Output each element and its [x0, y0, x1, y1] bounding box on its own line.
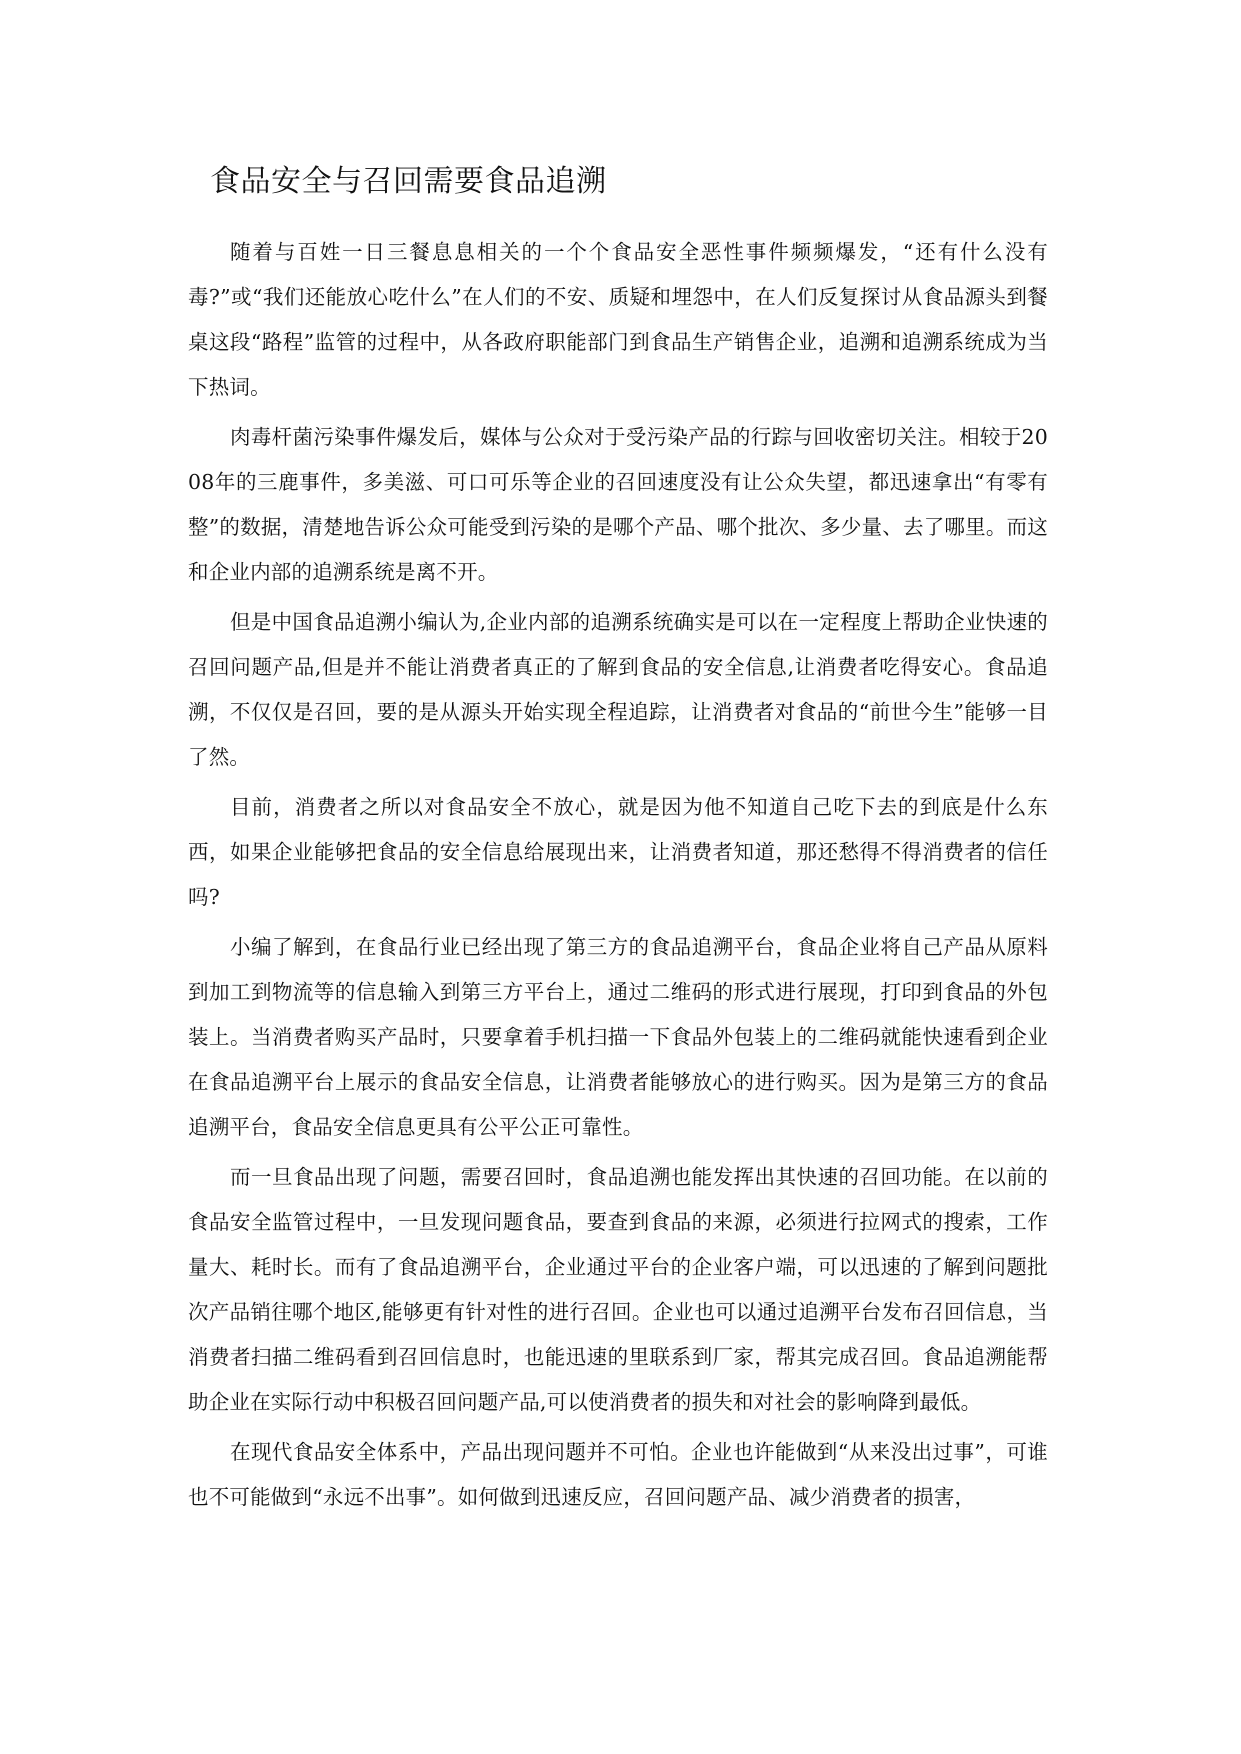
document-title: 食品安全与召回需要食品追溯	[210, 164, 607, 199]
paragraph-4: 目前，消费者之所以对食品安全不放心，就是因为他不知道自己吃下去的到底是什么东西，如果企业能够把食品的安全信息给展现出来，让消费者知道，那还愁得不得消费者的信任吗?	[188, 795, 1048, 909]
paragraph-1: 随着与百姓一日三餐息息相关的一个个食品安全恶性事件频频爆发，“还有什么没有毒?”或“我们还能放心吃什么”在人们的不安、质疑和埋怨中，在人们反复探讨从食品源头到餐桌这段“路程”监管的过程中，从各政府职能部门到食品生产销售企业，追溯和追溯系统成为当下热词。	[188, 240, 1048, 399]
paragraph-3: 但是中国食品追溯小编认为,企业内部的追溯系统确实是可以在一定程度上帮助企业快速的召回问题产品,但是并不能让消费者真正的了解到食品的安全信息,让消费者吃得安心。食品追溯，不仅仅是召回，要的是从源头开始实现全程追踪，让消费者对食品的“前世今生”能够一目了然。	[188, 610, 1048, 769]
paragraph-7: 在现代食品安全体系中，产品出现问题并不可怕。企业也许能做到“从来没出过事”，可谁也不可能做到“永远不出事”。如何做到迅速反应，召回问题产品、减少消费者的损害，	[188, 1440, 1048, 1509]
paragraph-5: 小编了解到，在食品行业已经出现了第三方的食品追溯平台，食品企业将自己产品从原料到加工到物流等的信息输入到第三方平台上，通过二维码的形式进行展现，打印到食品的外包装上。当消费者购买产品时，只要拿着手机扫描一下食品外包装上的二维码就能快速看到企业在食品追溯平台上展示的食品安全信息，让消费者能够放心的进行购买。因为是第三方的食品追溯平台，食品安全信息更具有公平公正可靠性。	[188, 935, 1048, 1139]
paragraph-2: 肉毒杆菌污染事件爆发后，媒体与公众对于受污染产品的行踪与回收密切关注。相较于2008年的三鹿事件，多美滋、可口可乐等企业的召回速度没有让公众失望，都迅速拿出“有零有整”的数据，清楚地告诉公众可能受到污染的是哪个产品、哪个批次、多少量、去了哪里。而这和企业内部的追溯系统是离不开。	[188, 425, 1048, 584]
document-body	[188, 230, 1048, 1525]
paragraph-6: 而一旦食品出现了问题，需要召回时，食品追溯也能发挥出其快速的召回功能。在以前的食品安全监管过程中，一旦发现问题食品，要查到食品的来源，必须进行拉网式的搜索，工作量大、耗时长。而有了食品追溯平台，企业通过平台的企业客户端，可以迅速的了解到问题批次产品销往哪个地区,能够更有针对性的进行召回。企业也可以通过追溯平台发布召回信息，当消费者扫描二维码看到召回信息时，也能迅速的里联系到厂家，帮其完成召回。食品追溯能帮助企业在实际行动中积极召回问题产品,可以使消费者的损失和对社会的影响降到最低。	[188, 1165, 1048, 1414]
